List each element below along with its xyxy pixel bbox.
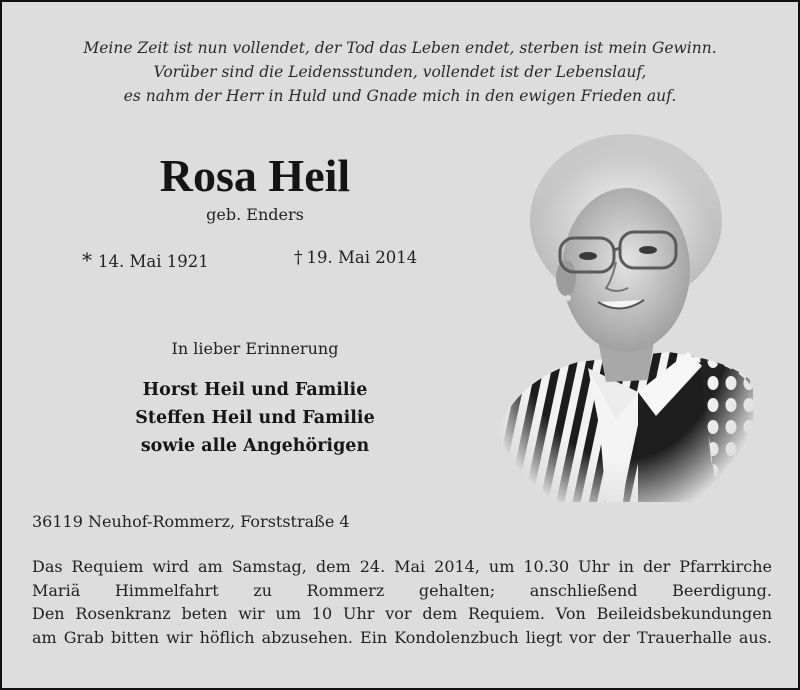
mourner-line: sowie alle Angehörigen xyxy=(140,436,370,456)
poem-line: es nahm der Herr in Huld und Gnade mich in den ewigen Frieden auf. xyxy=(123,87,677,105)
death-date-line xyxy=(294,248,417,268)
requiem-notice xyxy=(32,555,772,649)
poem-line: Meine Zeit ist nun vollendet, der Tod das Leben endet, sterben ist mein Gewinn. xyxy=(83,39,717,57)
death-date: 19. Mai 2014 xyxy=(306,248,418,267)
birth-date: 14. Mai 1921 xyxy=(98,252,209,271)
requiem-line: Mariä Himmelfahrt zu Rommerz gehalten; anschließend Beerdigung. xyxy=(32,580,772,600)
address: 36119 Neuhof-Rommerz, Forststraße 4 xyxy=(32,512,350,531)
birth-date-line xyxy=(82,248,209,272)
poem-line: Vorüber sind die Leidensstunden, vollendet ist der Lebenslauf, xyxy=(153,63,647,81)
deceased-name: Rosa Heil xyxy=(159,150,351,201)
requiem-line: Den Rosenkranz beten wir um 10 Uhr vor dem Requiem. Von Beileidsbekundungen xyxy=(32,604,772,623)
memory-intro: In lieber Erinnerung xyxy=(171,339,339,358)
poem xyxy=(2,36,798,108)
birth-star-icon: * xyxy=(82,248,92,272)
mourners-list xyxy=(102,376,408,460)
portrait-photo xyxy=(488,130,758,502)
born-name: geb. Enders xyxy=(206,205,304,224)
mourner-line: Horst Heil und Familie xyxy=(142,380,368,400)
requiem-line: am Grab bitten wir höflich abzusehen. Ein Kondolenzbuch liegt vor der Trauerhalle aus. xyxy=(32,627,772,647)
requiem-line: Das Requiem wird am Samstag, dem 24. Mai 2014, um 10.30 Uhr in der Pfarrkirche xyxy=(32,557,772,576)
mourner-line: Steffen Heil und Familie xyxy=(135,408,375,428)
death-cross-icon: † xyxy=(294,248,303,268)
